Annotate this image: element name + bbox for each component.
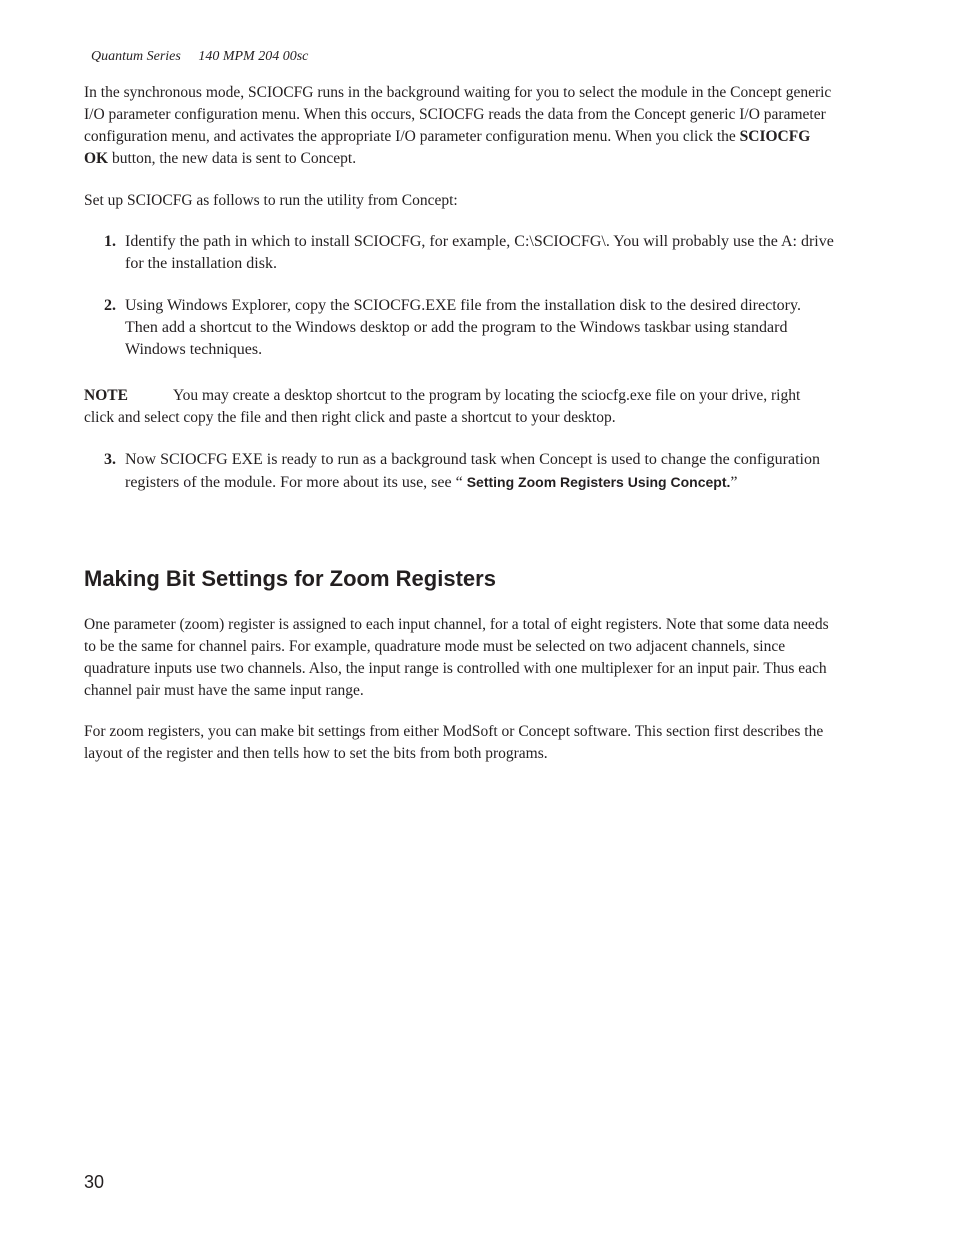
step-1-text: Identify the path in which to install SCIOCFG, for example, C:\SCIOCFG\. You will probably use the A: drive for the installation disk. — [125, 233, 834, 272]
step-2 — [104, 295, 834, 361]
step-3-number: 3. — [104, 451, 116, 468]
header-model: 140 MPM 204 00sc — [198, 49, 309, 64]
note-text: You may create a desktop shortcut to the program by locating the sciocfg.exe file on your drive, right click and select copy the file and then right click and paste a shortcut to your desktop. — [84, 387, 801, 426]
page-number: 30 — [84, 1172, 105, 1192]
note-label: NOTE — [84, 387, 128, 404]
intro-paragraph — [84, 82, 834, 170]
step-3 — [104, 449, 834, 494]
step-3-text-before: Now SCIOCFG EXE is ready to run as a background task when Concept is used to change the configuration registers of the module. For more about its use, see “ — [125, 451, 820, 491]
setup-paragraph — [84, 190, 834, 212]
step-3-text-after: ” — [730, 474, 738, 491]
note-block — [84, 385, 834, 429]
section-paragraph-2 — [84, 721, 834, 765]
section-paragraph-1 — [84, 614, 834, 702]
step-1-number: 1. — [104, 233, 116, 250]
intro-text-after: button, the new data is sent to Concept. — [108, 150, 357, 167]
step-1 — [104, 231, 834, 275]
sciocfg-ok-button-name: SCIOCFG OK — [84, 128, 811, 167]
step-2-text: Using Windows Explorer, copy the SCIOCFG.EXE file from the installation disk to the desired directory. Then add a shortcut to the Windows desktop or add the program to the Windows taskbar using standard Windows techniques. — [125, 297, 801, 358]
setting-zoom-registers-link[interactable]: Setting Zoom Registers Using Concept. — [466, 474, 731, 490]
step-2-number: 2. — [104, 297, 116, 314]
header-series: Quantum Series — [91, 49, 181, 64]
section-title: Making Bit Settings for Zoom Registers — [84, 566, 496, 591]
running-header — [91, 49, 308, 65]
section-paragraph-2-text: For zoom registers, you can make bit settings from either ModSoft or Concept software. This section first describes the layout of the register and then tells how to set the bits from both programs. — [84, 723, 824, 762]
section-paragraph-1-text: One parameter (zoom) register is assigned to each input channel, for a total of eight registers. Note that some data needs to be the same for channel pairs. For example, quadrature mode must be selected on two adjacent channels, since quadrature inputs use two channels. Also, the input range is controlled with one multiplexer for an input pair. Thus each channel pair must have the same input range. — [84, 616, 829, 699]
intro-text-before: In the synchronous mode, SCIOCFG runs in the background waiting for you to select the module in the Concept generic I/O parameter configuration menu. When this occurs, SCIOCFG reads the data from the Concept generic I/O parameter configuration menu, and activates the appropriate I/O parameter configuration menu. When you click the — [84, 84, 832, 145]
setup-text: Set up SCIOCFG as follows to run the utility from Concept: — [84, 192, 458, 209]
